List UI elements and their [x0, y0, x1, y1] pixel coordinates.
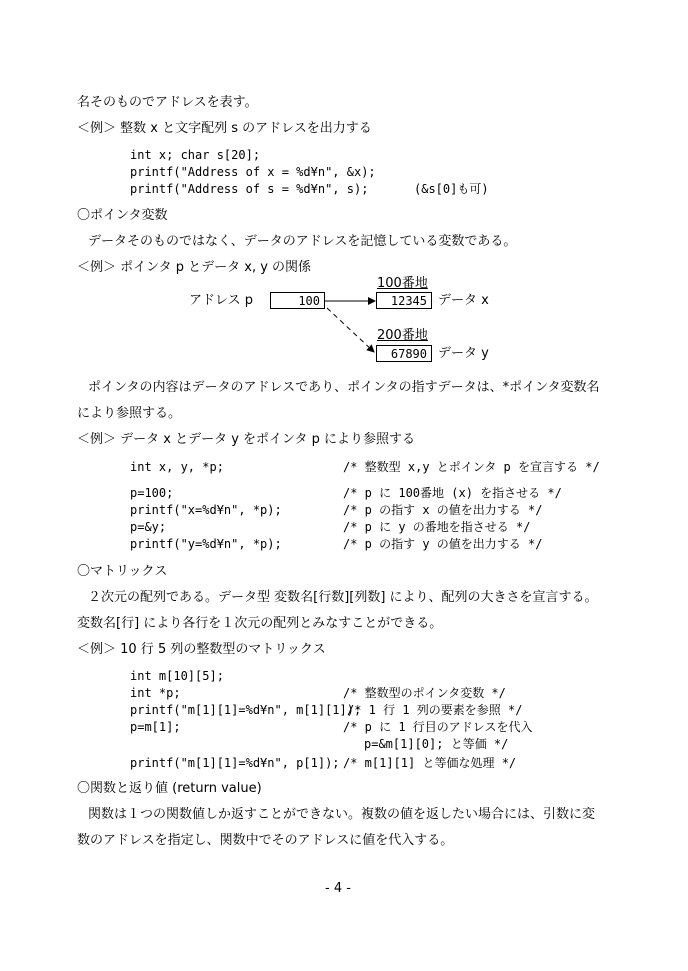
code-comment: /* 整数型のポインタ変数 */: [343, 686, 506, 700]
code-line: int x; char s[20];: [130, 148, 261, 162]
code-line: int *p;: [130, 686, 181, 700]
x-data-label: データ x: [438, 293, 489, 308]
text-line: 名そのものでアドレスを表す。: [77, 95, 258, 110]
diagram-address-label: アドレス p: [189, 293, 253, 308]
paragraph: 関数は１つの関数値しか返すことができない。複数の値を返したい場合には、引数に変: [88, 807, 596, 822]
paragraph: 数のアドレスを指定し、関数中でそのアドレスに値を代入する。: [77, 833, 454, 848]
paragraph: 変数名[行] により各行を１次元の配列とみなすことができる。: [77, 616, 443, 631]
code-comment: p=&m[1][0]; と等価 */: [364, 737, 509, 751]
x-address-label: 100番地: [377, 276, 428, 291]
code-comment: /* p に 100番地 (x) を指させる */: [343, 486, 562, 500]
code-comment: /* p に y の番地を指させる */: [343, 520, 531, 534]
code-line: printf("m[1][1]=%d¥n", m[1][1]);: [130, 703, 362, 717]
code-line: printf("m[1][1]=%d¥n", p[1]);: [130, 756, 340, 770]
example-heading: ＜例＞ 整数 x と文字配列 s のアドレスを出力する: [77, 121, 372, 136]
x-data-box: 12345: [376, 292, 432, 309]
paragraph: ２次元の配列である。データ型 変数名[行数][列数] により、配列の大きさを宣言する。: [88, 590, 598, 605]
code-comment: /* 1 行 1 列の要素を参照 */: [347, 703, 523, 717]
y-data-label: データ y: [438, 346, 489, 361]
example-heading: ＜例＞ 10 行 5 列の整数型のマトリックス: [77, 642, 326, 657]
code-line: p=m[1];: [130, 720, 181, 734]
code-comment: /* p に 1 行目のアドレスを代入: [343, 720, 533, 734]
code-note: (&s[0]も可): [414, 182, 489, 196]
code-line: p=&y;: [130, 520, 167, 534]
code-comment: /* p の指す y の値を出力する */: [343, 537, 543, 551]
code-line: printf("Address of x = %d¥n", &x);: [130, 165, 376, 179]
code-comment: /* p の指す x の値を出力する */: [343, 503, 543, 517]
paragraph: ポインタの内容はデータのアドレスであり、ポインタの指すデータは、*ポインタ変数名: [88, 380, 600, 395]
code-line: printf("x=%d¥n", *p);: [130, 503, 282, 517]
y-address-label: 200番地: [377, 328, 428, 343]
section-heading-pointer: 〇ポインタ変数: [77, 208, 168, 223]
code-line: printf("Address of s = %d¥n", s);: [130, 182, 369, 196]
pointer-box: 100: [270, 292, 325, 309]
code-comment: /* m[1][1] と等価な処理 */: [343, 756, 517, 770]
code-line: int x, y, *p;: [130, 460, 224, 474]
code-line: printf("y=%d¥n", *p);: [130, 537, 282, 551]
y-data-box: 67890: [376, 345, 432, 362]
section-heading-matrix: 〇マトリックス: [77, 564, 168, 579]
paragraph: により参照する。: [77, 406, 182, 421]
paragraph: データそのものではなく、データのアドレスを記憶している変数である。: [88, 234, 517, 249]
example-heading: ＜例＞ データ x とデータ y をポインタ p により参照する: [77, 432, 416, 447]
page-number: - 4 -: [325, 881, 351, 896]
example-heading: ＜例＞ ポインタ p とデータ x, y の関係: [77, 260, 312, 275]
section-heading-function: 〇関数と返り値 (return value): [77, 781, 262, 796]
dashed-arrow-to-y: [327, 308, 374, 352]
code-line: int m[10][5];: [130, 669, 224, 683]
code-comment: /* 整数型 x,y とポインタ p を宣言する */: [343, 460, 600, 474]
code-line: p=100;: [130, 486, 174, 500]
